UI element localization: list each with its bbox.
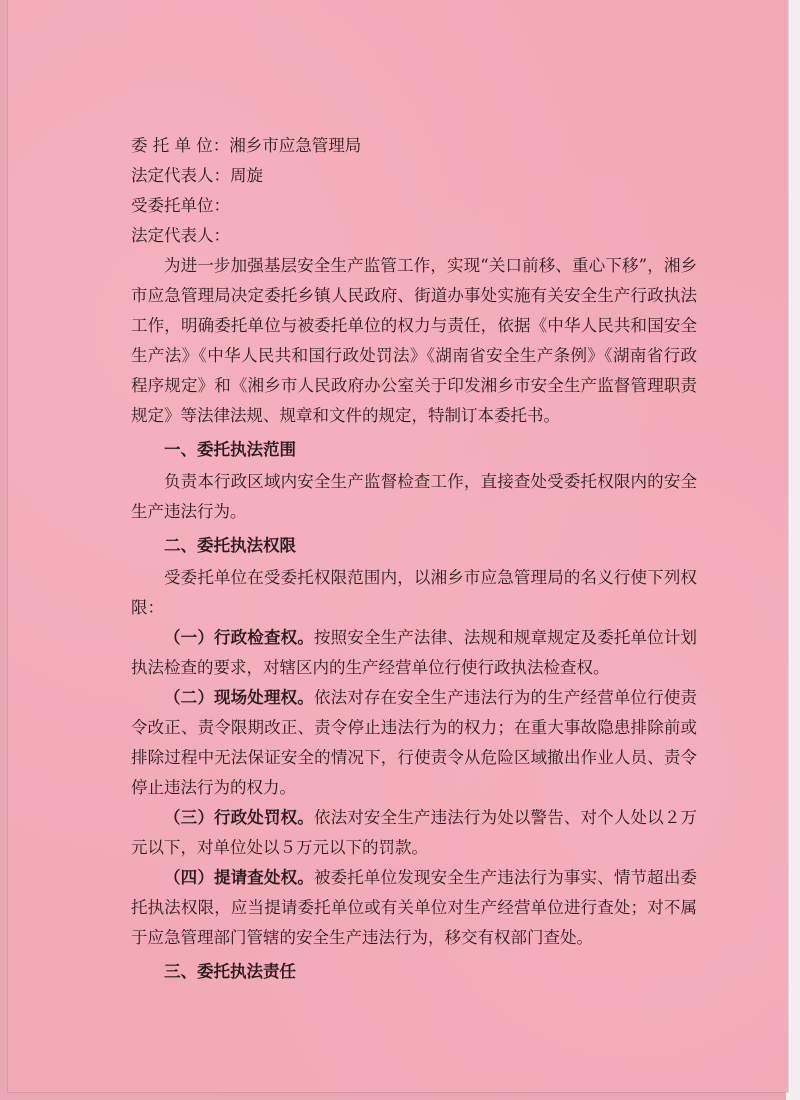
item-text: 依法对存在安全生产违法行为的生产经营单位行使责令改正、责令限期改正、责令停止违法行为的权力；在重大事故隐患排除前或排除过程中无法保证安全的情况下，行使责令从危险区域撤出作业人员、责令停止违法行为的权力。 [131, 688, 698, 797]
header-field-legal-rep [131, 161, 697, 191]
field-label: 委 托 单 位： [131, 136, 230, 155]
authority-item-inspection [131, 623, 697, 683]
scan-page-edge [786, 0, 800, 1100]
intro-paragraph: 为进一步加强基层安全生产监管工作，实现“关口前移、重心下移”，湘乡市应急管理局决定委托乡镇人民政府、街道办事处实施有关安全生产行政执法工作，明确委托单位与被委托单位的权力与责任，依据《中华人民共和国安全生产法》《中华人民共和国行政处罚法》《湖南省安全生产条例》《湖南省行政程序规定》和《湘乡市人民政府办公室关于印发湘乡市安全生产监督管理职责规定》等法律法规、规章和文件的规定，特制订本委托书。 [131, 256, 697, 425]
authority-item-onsite [131, 683, 697, 803]
authority-item-referral [131, 863, 697, 953]
item-lead: （二）现场处理权。 [164, 688, 314, 707]
field-label: 法定代表人： [131, 226, 230, 245]
authority-item-penalty [131, 803, 697, 863]
section-paragraph: 负责本行政区域内安全生产监督检查工作，直接查处受委托权限内的安全生产违法行为。 [131, 472, 697, 521]
item-lead: （四）提请查处权。 [164, 868, 314, 887]
header-field-entrusted-legal-rep [131, 221, 697, 251]
document-body [131, 131, 697, 989]
item-text: 按照安全生产法律、法规和规章规定及委托单位计划执法检查的要求，对辖区内的生产经营单位行使行政执法检查权。 [131, 628, 698, 677]
field-label: 受委托单位： [131, 196, 230, 215]
item-text: 依法对安全生产违法行为处以警告、对个人处以２万元以下，对单位处以５万元以下的罚款。 [131, 808, 698, 857]
section-paragraph: 受委托单位在受委托权限范围内，以湘乡市应急管理局的名义行使下列权限： [131, 568, 697, 617]
field-value: 湘乡市应急管理局 [229, 136, 362, 155]
field-label: 法定代表人： [131, 166, 230, 185]
section-heading-authority: 二、委托执法权限 [164, 536, 296, 555]
header-field-entrusted-unit [131, 191, 697, 221]
section-heading-responsibility: 三、委托执法责任 [164, 962, 296, 981]
item-text: 被委托单位发现安全生产违法行为事实、情节超出委托执法权限，应当提请委托单位或有关单位对生产经营单位进行查处；对不属于应急管理部门管辖的安全生产违法行为，移交有权部门查处。 [131, 868, 698, 947]
header-field-entrusting-unit [131, 131, 697, 161]
item-lead: （一）行政检查权。 [164, 628, 314, 647]
field-value: 周旋 [230, 166, 263, 185]
section-heading-scope: 一、委托执法范围 [164, 440, 296, 459]
item-lead: （三）行政处罚权。 [164, 808, 314, 827]
